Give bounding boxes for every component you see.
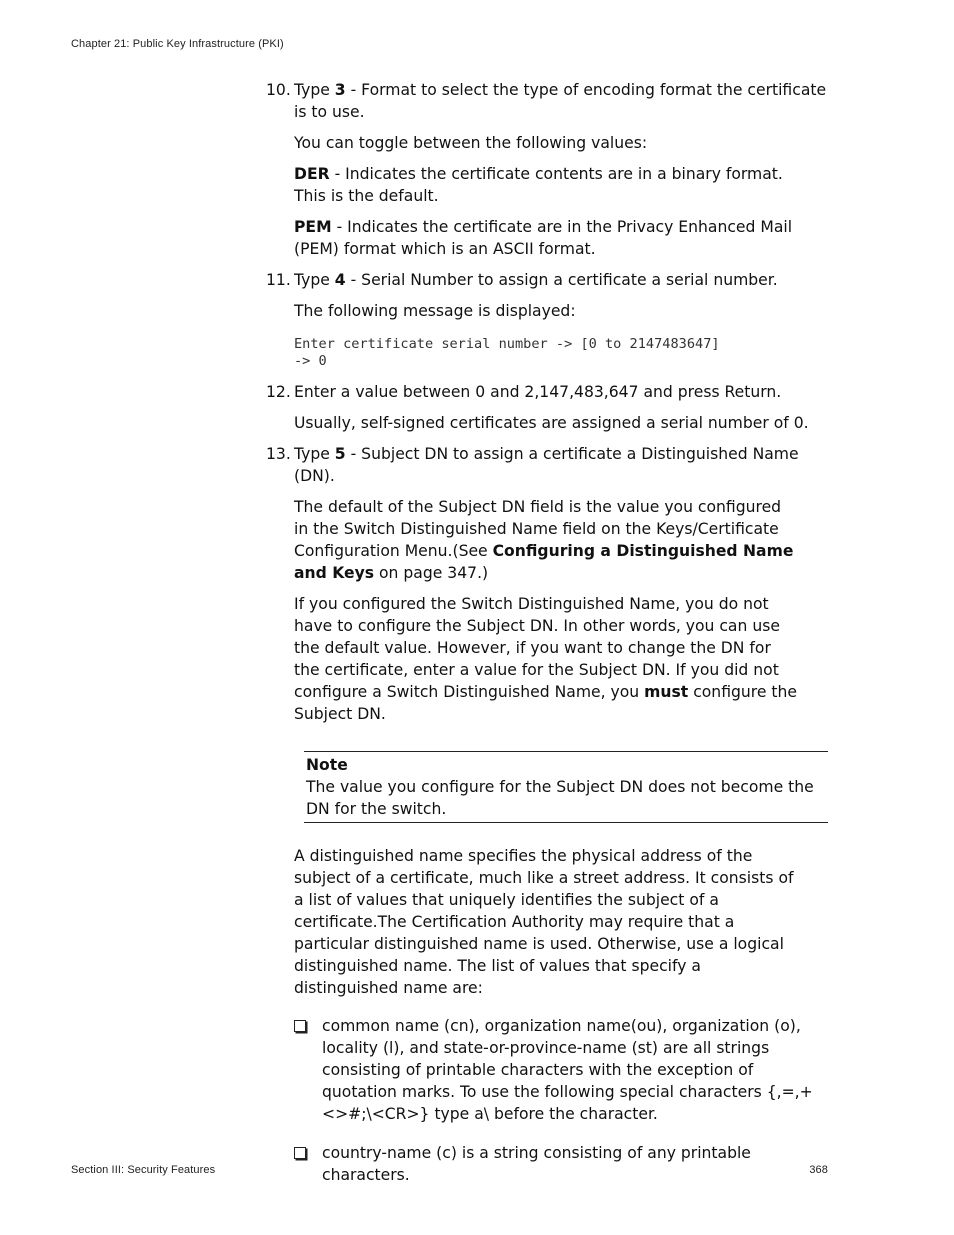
toggle-intro: You can toggle between the following values: [294,134,648,152]
step-number: 10. [266,81,291,99]
list-item [266,1015,832,1125]
der-description [266,163,832,207]
step-text: Enter a value between 0 and 2,147,483,647 and press Return. [294,383,782,401]
step-text-pre: Type [294,445,335,463]
pem-label: PEM [294,218,332,236]
step-number: 13. [266,445,291,463]
step-text-post: - Serial Number to assign a certificate a serial number. [345,271,778,289]
checkbox-bullet-icon [294,1020,306,1032]
cross-reference-link[interactable]: Configuring a Distinguished Name and Keys [294,542,794,582]
must-emphasis: must [644,683,689,701]
checkbox-bullet-icon [294,1147,306,1159]
step-13 [266,443,832,487]
default-text-post: on page 347.) [374,564,489,582]
default-text-pre: The default of the Subject DN field is the value you configured in the Switch Distinguished Name field on the Keys/Certificate Configuration Menu.(See [294,498,782,560]
step-text-post: - Subject DN to assign a certificate a Distinguished Name (DN). [294,445,799,485]
step-number: 11. [266,271,291,289]
note-title: Note [306,756,348,774]
step-key: 5 [334,445,346,463]
list-item-text: country-name (c) is a string consisting of any printable characters. [322,1144,751,1184]
message-intro: The following message is displayed: [294,302,576,320]
dn-paragraph: A distinguished name specifies the physical address of the subject of a certificate, much like a street address. It consists of a list of values that uniquely identifies the subject of a certificate.The Certification Authority may require that a particular distinguished name is used. Otherwise, use a logical distinguished name. The list of values that specify a distinguished name are: [294,847,794,997]
list-item-text: common name (cn), organization name(ou), organization (o), locality (l), and state-or-province-name (st) are all strings consisting of printable characters with the exception of quotation marks. To use the following special characters {,=,+<>#;\<CR>} type a\ before the character. [322,1017,813,1123]
running-footer-section: Section III: Security Features [71,1164,216,1176]
subject-dn-explanation [266,593,832,725]
running-header: Chapter 21: Public Key Infrastructure (PKI) [71,38,284,50]
step-11 [266,269,832,291]
step-number: 12. [266,383,291,401]
subject-dn-default [266,496,832,584]
note-text: The value you configure for the Subject DN does not become the DN for the switch. [306,778,814,818]
page-body [266,79,832,1186]
step-12 [266,381,832,403]
step-10 [266,79,832,123]
pem-description [266,216,832,260]
step-text-pre: Type [294,81,335,99]
step-text-pre: Type [294,271,335,289]
step-key: 4 [334,271,346,289]
der-label: DER [294,165,330,183]
note-box [304,751,828,823]
der-text: - Indicates the certificate contents are in a binary format. This is the default. [294,165,783,205]
if-text-pre: If you configured the Switch Distinguished Name, you do not have to configure the Subject DN. In other words, you can use the default value. However, if you want to change the DN for the certificate, enter a value for the Subject DN. If you did not configure a Switch Distinguished Name, you [294,595,780,701]
list-item [266,1142,832,1186]
pem-text: - Indicates the certificate are in the Privacy Enhanced Mail (PEM) format which is an ASCII format. [294,218,793,258]
step-key: 3 [334,81,346,99]
code-sample: Enter certificate serial number -> [0 to 2147483647] -> 0 [294,336,720,369]
serial-usual-note: Usually, self-signed certificates are assigned a serial number of 0. [294,414,809,432]
step-text-post: - Format to select the type of encoding format the certificate is to use. [294,81,827,121]
if-text-post: configure the Subject DN. [294,683,798,723]
page-number: 368 [809,1164,828,1176]
